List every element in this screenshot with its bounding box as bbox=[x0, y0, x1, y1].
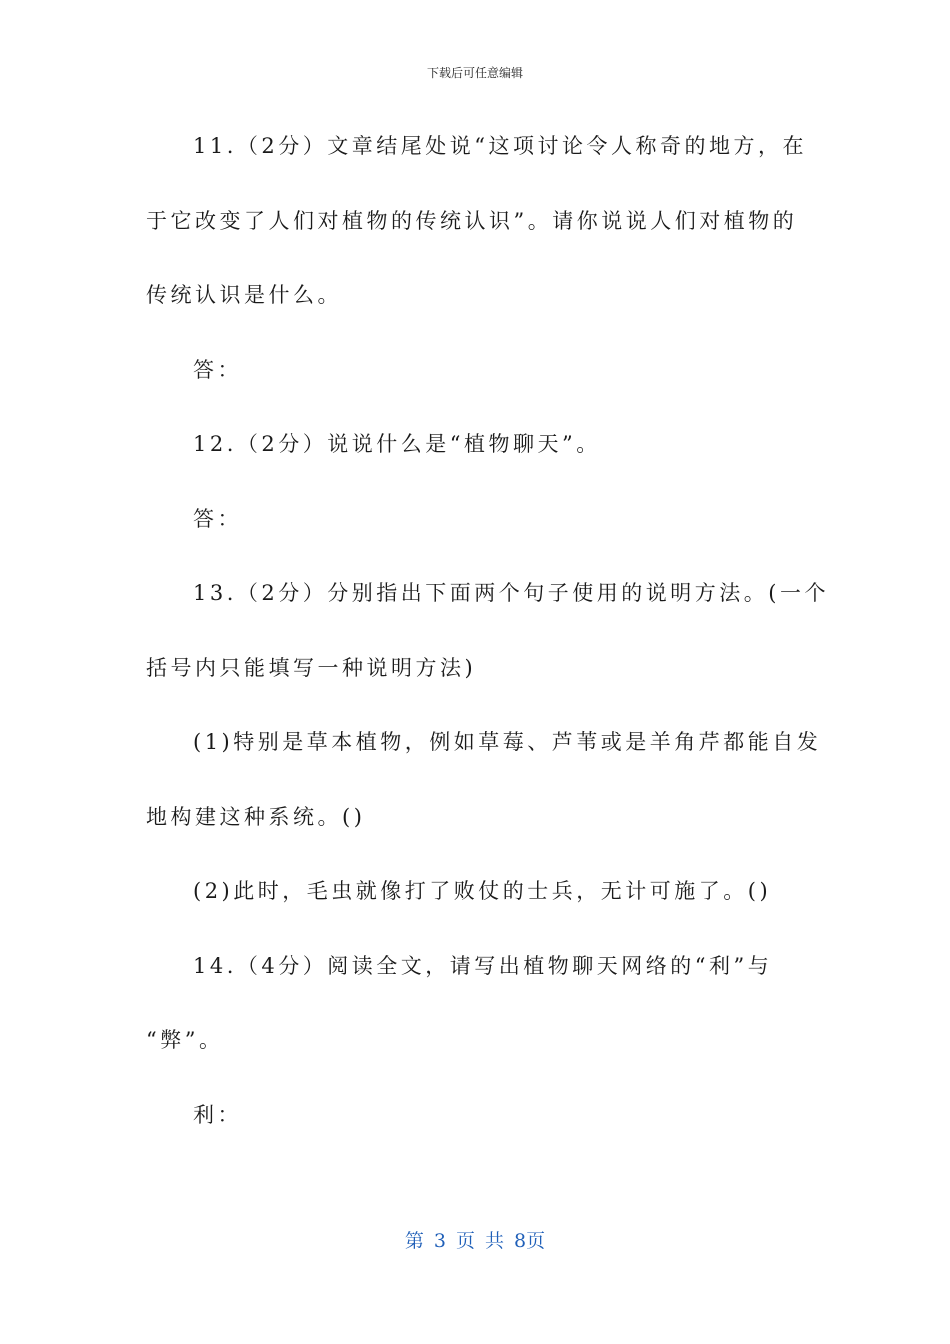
question-13-line-2: 括号内只能填写一种说明方法) bbox=[146, 655, 477, 680]
answer-label-12: 答： bbox=[193, 506, 242, 531]
question-11-line-1: 11.（2分）文章结尾处说“这项讨论令人称奇的地方，在 bbox=[193, 134, 807, 158]
sentence-1-line-2: 地构建这种系统。() bbox=[146, 804, 366, 829]
question-12: 12.（2分）说说什么是“植物聊天”。 bbox=[193, 432, 601, 456]
question-11-line-2: 于它改变了人们对植物的传统认识”。请你说说人们对植物的 bbox=[146, 208, 798, 233]
document-body bbox=[146, 126, 829, 1169]
sentence-2: (2)此时，毛虫就像打了败仗的士兵，无计可施了。() bbox=[193, 879, 772, 903]
answer-label-li: 利： bbox=[193, 1102, 242, 1127]
sentence-1-line-1: (1)特别是草本植物，例如草莓、芦苇或是羊角芹都能自发 bbox=[193, 730, 822, 754]
page-footer bbox=[0, 1226, 950, 1253]
footer-total-pages: 8页 bbox=[514, 1230, 546, 1252]
question-14-line-1: 14.（4分）阅读全文，请写出植物聊天网络的“利”与 bbox=[193, 953, 773, 978]
page-header: 下载后可任意编辑 bbox=[426, 66, 523, 80]
footer-ye: 页 bbox=[455, 1230, 475, 1252]
question-13-line-1: 13.（2分）分别指出下面两个句子使用的说明方法。(一个 bbox=[193, 581, 829, 605]
question-14-line-2: “弊”。 bbox=[146, 1028, 224, 1052]
question-11-line-3: 传统认识是什么。 bbox=[146, 283, 342, 307]
footer-di: 第 bbox=[404, 1230, 424, 1252]
answer-label-11: 答： bbox=[193, 357, 242, 382]
footer-page-number: 3 bbox=[433, 1230, 446, 1252]
footer-gong: 共 bbox=[485, 1230, 505, 1252]
